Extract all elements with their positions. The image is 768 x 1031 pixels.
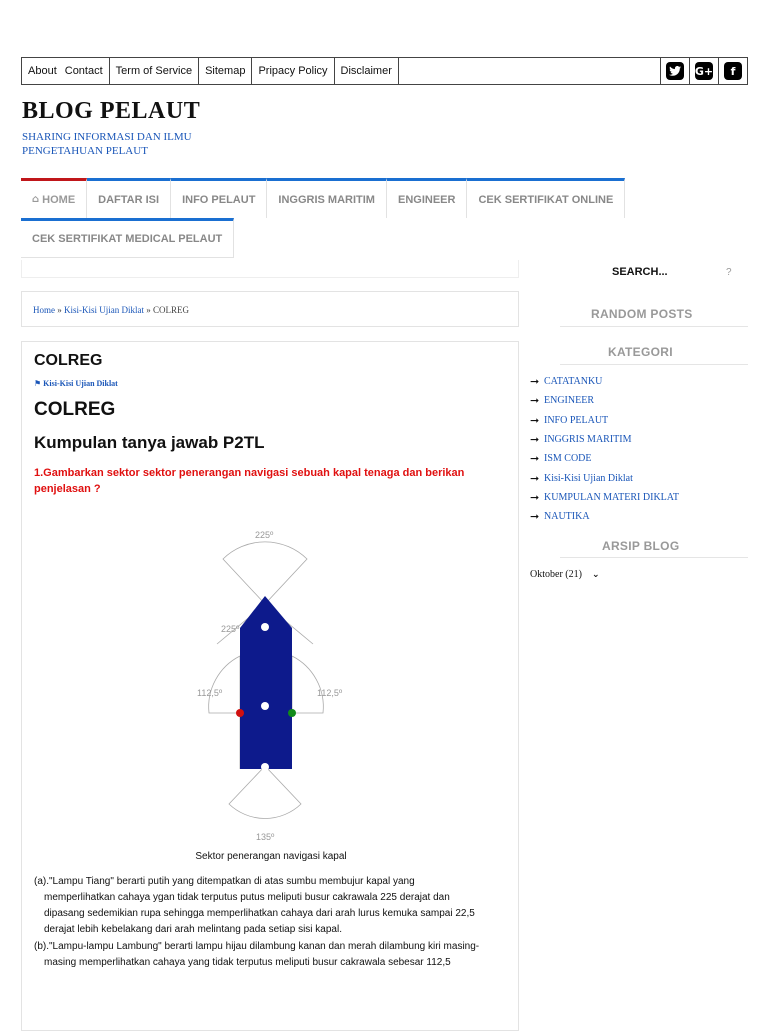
category-label: INFO PELAUT — [544, 414, 609, 426]
navigation-light-diagram — [181, 526, 361, 861]
post-category-label: Kisi-Kisi Ujian Diklat — [43, 379, 118, 388]
nav-item-engineer[interactable]: ENGINEER — [387, 178, 467, 218]
site-tagline: SHARING INFORMASI DAN ILMU PENGETAHUAN PELAUT — [22, 131, 192, 157]
twitter-link[interactable] — [660, 58, 689, 84]
nav-item-home[interactable] — [21, 178, 87, 218]
breadcrumb-separator: » — [55, 305, 64, 315]
paragraph-b — [34, 939, 508, 971]
archive-select[interactable] — [530, 567, 599, 582]
stern-light — [261, 763, 269, 771]
sidebar-heading-random-posts: RANDOM POSTS — [591, 307, 693, 321]
paragraph-a — [34, 874, 508, 938]
arrow-right-icon: ➞ — [530, 471, 540, 485]
sidebar-heading-kategori: KATEGORI — [608, 345, 673, 359]
post-heading: COLREG — [34, 399, 116, 420]
category-label: ISM CODE — [544, 453, 592, 465]
sidebar-divider — [560, 364, 748, 365]
chevron-down-icon: ⌄ — [591, 569, 600, 580]
arrow-right-icon: ➞ — [530, 452, 540, 466]
top-navigation-bar — [21, 57, 748, 85]
top-link-disclaimer[interactable]: Disclaimer — [335, 58, 399, 84]
arrow-right-icon: ➞ — [530, 375, 540, 389]
breadcrumb-current: COLREG — [153, 305, 189, 315]
category-item[interactable] — [530, 507, 679, 526]
facebook-link[interactable] — [718, 58, 747, 84]
paragraph-b-line-2: masing memperlihatkan cahaya yang tidak terputus meliputi busur cakrawala sebesar 112,5 — [44, 957, 451, 968]
breadcrumb-category[interactable]: Kisi-Kisi Ujian Diklat — [64, 305, 144, 315]
top-link-about[interactable]: About — [28, 65, 57, 77]
post-article — [21, 341, 519, 1031]
sidebar-divider — [560, 557, 748, 558]
port-light-red — [236, 709, 244, 717]
paragraph-a-line-3: dipasang sedemikian rupa sehingga memperlihatkan cahaya dari arah lurus kemuka sampai 22,5 — [44, 908, 475, 919]
main-navigation — [21, 178, 614, 258]
category-item[interactable] — [530, 449, 679, 468]
tag-icon: ⚑ — [34, 379, 42, 388]
post-subheading: Kumpulan tanya jawab P2TL — [34, 433, 265, 452]
site-title[interactable]: BLOG PELAUT — [22, 98, 201, 124]
nav-home-label: HOME — [42, 193, 76, 206]
google-plus-link[interactable] — [689, 58, 718, 84]
label-bottom: 135º — [256, 832, 275, 842]
arrow-right-icon: ➞ — [530, 510, 540, 524]
twitter-icon — [666, 62, 684, 80]
category-label: NAUTIKA — [544, 511, 590, 523]
category-label: Kisi-Kisi Ujian Diklat — [544, 472, 633, 484]
category-label: INGGRIS MARITIM — [544, 434, 632, 446]
diagram-caption: Sektor penerangan navigasi kapal — [195, 851, 347, 862]
label-right: 112,5º — [317, 688, 343, 698]
paragraph-a-line-1: (a)."Lampu Tiang" berarti putih yang ditempatkan di atas sumbu membujur kapal yang — [34, 876, 415, 887]
category-label: ENGINEER — [544, 395, 594, 407]
breadcrumb-separator: » — [144, 305, 153, 315]
category-item[interactable] — [530, 468, 679, 487]
masthead-light — [261, 623, 269, 631]
category-item[interactable] — [530, 391, 679, 410]
breadcrumb-home[interactable]: Home — [33, 305, 55, 315]
label-mast: 225º — [221, 624, 240, 634]
label-left: 112,5º — [197, 688, 223, 698]
facebook-icon: f — [724, 62, 742, 80]
breadcrumb — [21, 291, 519, 327]
paragraph-a-line-4: derajat lebih kebelakang dari arah melintang pada setiap sisi kapal. — [44, 924, 342, 935]
question-text: 1.Gambarkan sektor sektor penerangan navigasi sebuah kapal tenaga dan berikan penjelasan ? — [34, 467, 465, 495]
center-light — [261, 702, 269, 710]
home-icon: ⌂ — [32, 194, 40, 205]
sidebar-divider — [560, 326, 748, 327]
search-button[interactable]: ? — [726, 267, 732, 278]
category-item[interactable] — [530, 430, 679, 449]
arrow-right-icon: ➞ — [530, 394, 540, 408]
paragraph-b-line-1: (b)."Lampu-lampu Lambung" berarti lampu hijau dilambung kanan dan merah dilambung kiri masing- — [34, 941, 480, 952]
top-link-terms[interactable]: Term of Service — [110, 58, 199, 84]
category-item[interactable] — [530, 411, 679, 430]
nav-item-info-pelaut[interactable]: INFO PELAUT — [171, 178, 267, 218]
top-link-sitemap[interactable]: Sitemap — [199, 58, 252, 84]
arrow-right-icon: ➞ — [530, 433, 540, 447]
arrow-right-icon: ➞ — [530, 490, 540, 504]
nav-item-inggris-maritim[interactable]: INGGRIS MARITIM — [267, 178, 387, 218]
post-category[interactable] — [34, 379, 118, 388]
sidebar-heading-arsip: ARSIP BLOG — [602, 539, 680, 553]
category-label: CATATANKU — [544, 376, 603, 388]
top-link-contact[interactable]: Contact — [59, 58, 110, 84]
archive-select-value: Oktober (21) — [530, 569, 582, 580]
google-plus-icon: G+ — [695, 62, 713, 80]
post-title: COLREG — [34, 352, 103, 369]
nav-divider — [21, 260, 519, 278]
category-item[interactable] — [530, 488, 679, 507]
starboard-light-green — [288, 709, 296, 717]
label-top: 225º — [255, 530, 274, 540]
top-link-privacy[interactable]: Pripacy Policy — [252, 58, 334, 84]
category-list — [530, 372, 679, 526]
arrow-right-icon: ➞ — [530, 413, 540, 427]
paragraph-a-line-2: memperlihatkan cahaya ygan tidak terputus putus meliputi busur cakrawala 225 derajat dan — [44, 892, 450, 903]
nav-item-cek-sertifikat-medical[interactable]: CEK SERTIFIKAT MEDICAL PELAUT — [21, 218, 234, 258]
nav-item-cek-sertifikat-online[interactable]: CEK SERTIFIKAT ONLINE — [467, 178, 625, 218]
category-label: KUMPULAN MATERI DIKLAT — [544, 491, 679, 503]
nav-item-daftar-isi[interactable]: DAFTAR ISI — [87, 178, 171, 218]
search-input[interactable]: SEARCH... — [612, 266, 668, 278]
category-item[interactable] — [530, 372, 679, 391]
